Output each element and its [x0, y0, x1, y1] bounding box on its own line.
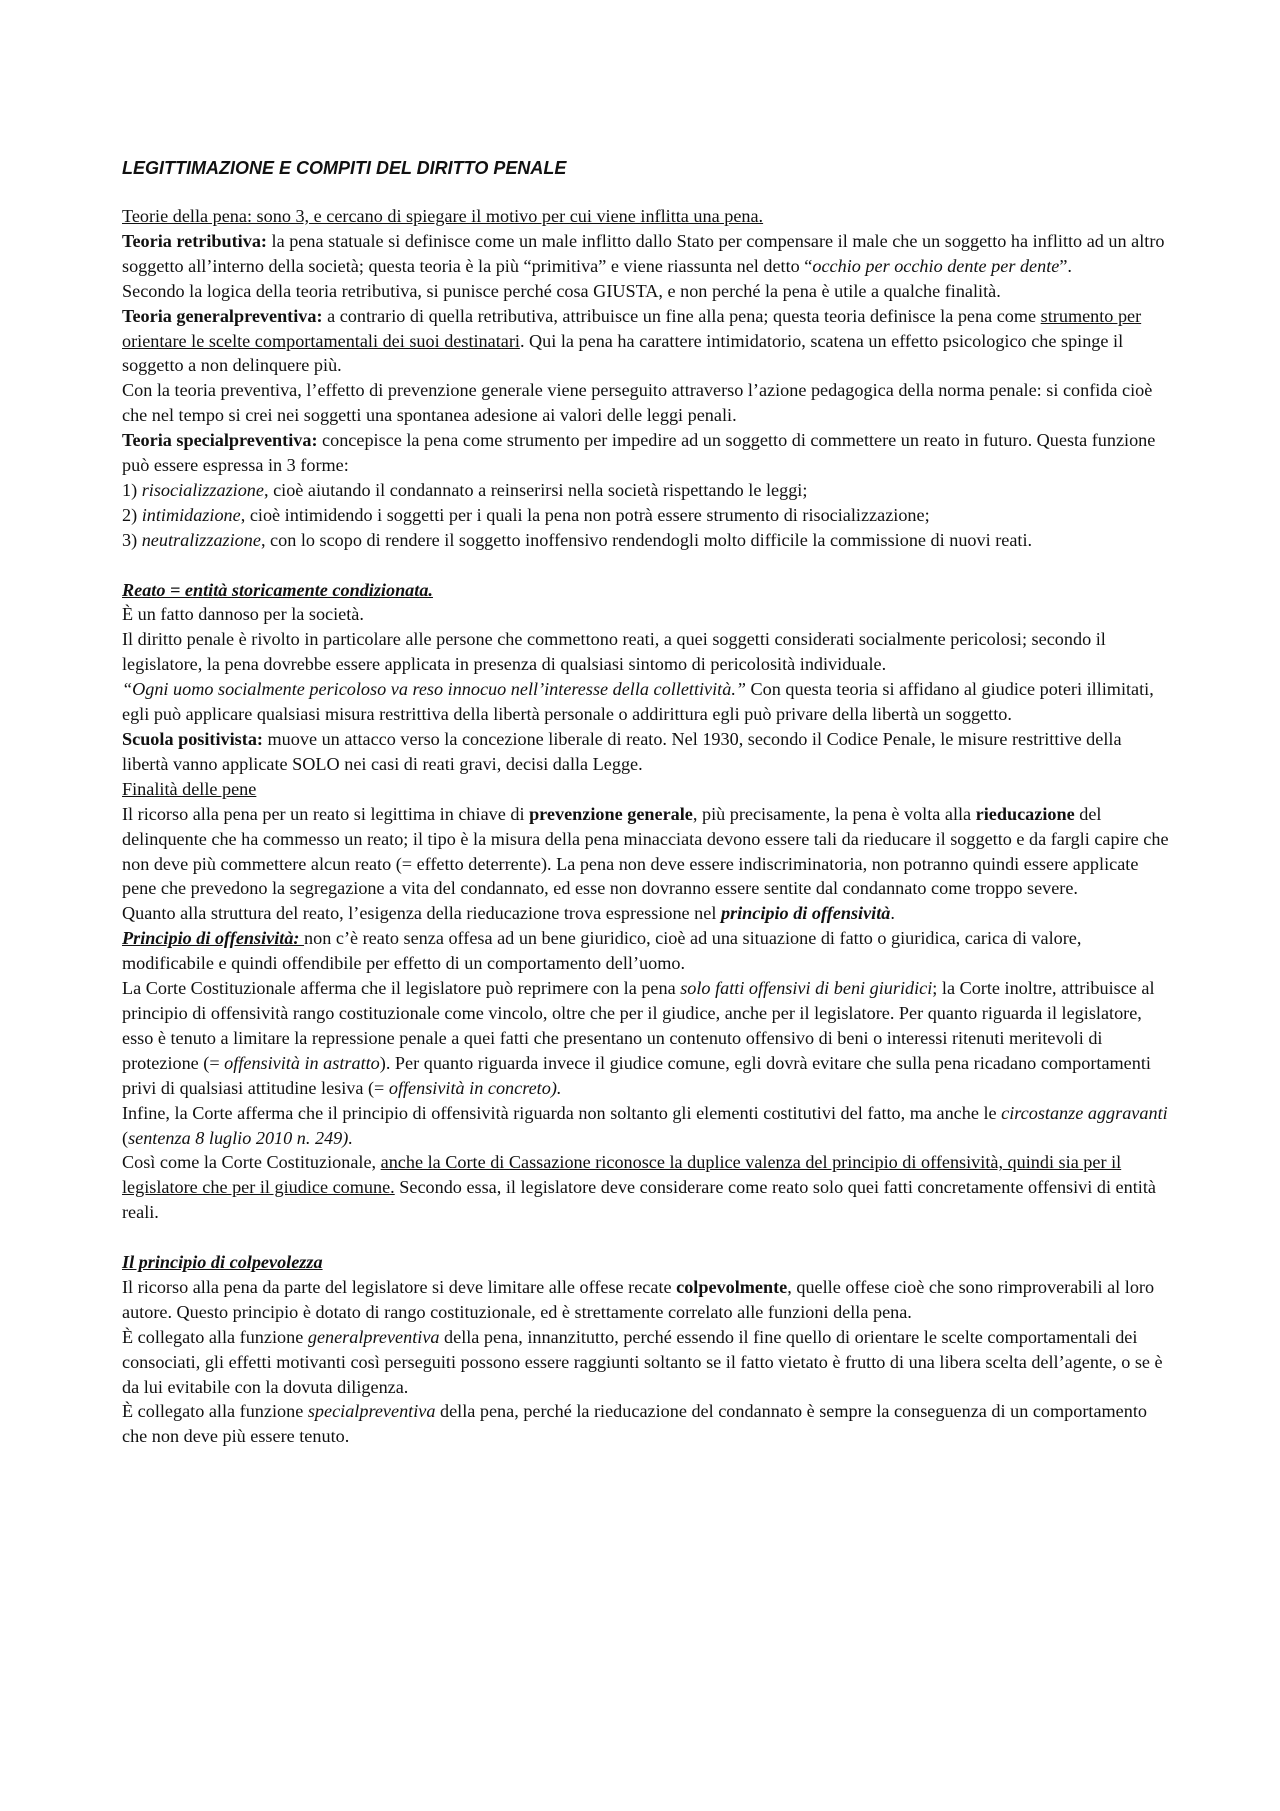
blank-line	[122, 553, 1172, 578]
finalita-paragraph	[122, 802, 1172, 902]
corte-italic-1: solo fatti offensivi di beni giuridici	[680, 978, 933, 999]
colpevolezza-p3-text-2: della pena, perché la rieducazione del condannato è sempre la conseguenza di un comportamento che non deve più essere tenuto.	[122, 1401, 1147, 1447]
struttura-bold-italic: principio di offensività	[720, 903, 891, 924]
corte-italic-2: offensività in astratto	[224, 1052, 380, 1073]
finalita-heading: Finalità delle pene	[122, 778, 257, 799]
finalita-text-3: del delinquente che ha commesso un reato; il tipo è la misura della pena minacciata devono essere tali da rieducare il soggetto e da fargli capire che non deve più commettere alcun reato (= effetto deterrente). La pena non deve essere indiscriminatoria, non potranno quindi essere applicate pene che prevedono la segregazione a vita del condannato, ed esse non dovranno essere sentite dal condannato come troppo severe.	[122, 803, 1169, 899]
forma-term: intimidazione	[141, 504, 241, 525]
scuola-positivista-label: Scuola positivista:	[122, 729, 263, 750]
forma-text: , cioè aiutando il condannato a reinserirsi nella società rispettando le leggi;	[263, 479, 808, 500]
teoria-retributiva-label: Teoria retributiva:	[122, 230, 267, 251]
colpevolezza-paragraph-1	[122, 1275, 1172, 1325]
reato-quote-after: Con questa teoria si affidano al giudice poteri illimitati, egli può applicare qualsiasi misura restrittiva della libertà personale o addirittura egli può privare della libertà un soggetto.	[122, 679, 1154, 725]
forma-term: risocializzazione	[141, 479, 264, 500]
colpevolezza-heading-line	[122, 1250, 1172, 1275]
colpevolezza-heading: Il principio di colpevolezza	[122, 1252, 323, 1273]
reato-heading-line	[122, 578, 1172, 603]
forma-text: , con lo scopo di rendere il soggetto inoffensivo rendendogli molto difficile la commissione di nuovi reati.	[260, 529, 1033, 550]
teoria-retributiva-logica: Secondo la logica della teoria retributiva, si punisce perché cosa GIUSTA, e non perché la pena è utile a qualche finalità.	[122, 280, 1001, 301]
teoria-specialpreventiva-label: Teoria specialpreventiva:	[122, 430, 318, 451]
colpevolezza-p1-bold: colpevolmente	[676, 1276, 788, 1297]
teoria-generalpreventiva-paragraph	[122, 304, 1172, 379]
document-title: LEGITTIMAZIONE E COMPITI DEL DIRITTO PENALE	[122, 158, 567, 178]
teoria-generalpreventiva-text-1: a contrario di quella retributiva, attribuisce un fine alla pena; questa teoria definisce la pena come	[322, 305, 1041, 326]
blank-line	[122, 1225, 1172, 1250]
colpevolezza-p3-italic: specialpreventiva	[307, 1401, 436, 1422]
forma-text: , cioè intimidendo i soggetti per i quali la pena non potrà essere strumento di risocializzazione;	[240, 504, 930, 525]
reato-quote-paragraph	[122, 677, 1172, 727]
teoria-generalpreventiva-label: Teoria generalpreventiva:	[122, 305, 323, 326]
teoria-generalpreventiva-text-2: . Qui la pena ha carattere intimidatorio, scatena un effetto psicologico che spinge il soggetto a non delinquere più.	[122, 330, 1124, 376]
teoria-specialpreventiva-text: concepisce la pena come strumento per impedire ad un soggetto di commettere un reato in futuro. Questa funzione può essere espressa in 3 forme:	[122, 430, 1156, 476]
document-page	[122, 156, 1172, 1449]
offensivita-text: non c’è reato senza offesa ad un bene giuridico, cioè ad una situazione di fatto o giuridica, carica di valore, modificabile e quindi offendibile per effetto di un comportamento dell’uomo.	[122, 928, 1082, 974]
corte-text-3: ). Per quanto riguarda invece il giudice comune, egli dovrà evitare che sulla pena ricadano comportamenti privi di qualsiasi attitudine lesiva (=	[122, 1052, 1151, 1098]
reato-paragraph-1: È un fatto dannoso per la società.	[122, 604, 364, 625]
reato-paragraph-2: Il diritto penale è rivolto in particolare alle persone che commettono reati, a quei soggetti considerati socialmente pericolosi; secondo il legislatore, la pena dovrebbe essere applicata in presenza di qualsiasi sintomo di pericolosità individuale.	[122, 629, 1106, 675]
struttura-paragraph	[122, 901, 1172, 926]
infine-text-1: Infine, la Corte afferma che il principio di offensività riguarda non soltanto gli elementi costitutivi del fatto, ma anche le	[122, 1102, 1002, 1123]
cassazione-paragraph	[122, 1150, 1172, 1225]
teorie-intro	[122, 204, 1172, 229]
forma-number: 1)	[122, 479, 142, 500]
infine-italic-2: sentenza 8 luglio 2010 n. 249).	[128, 1127, 353, 1148]
reato-quote: “Ogni uomo socialmente pericoloso va reso innocuo nell’interesse della collettività.”	[122, 679, 746, 700]
teoria-retributiva-paragraph	[122, 229, 1172, 279]
cassazione-text-2: Secondo essa, il legislatore deve considerare come reato solo quei fatti concretamente offensivi di entità reali.	[122, 1177, 1156, 1223]
offensivita-label: Principio di offensività:	[122, 928, 305, 949]
colpevolezza-p2-italic: generalpreventiva	[307, 1326, 440, 1347]
cassazione-underline: anche la Corte di Cassazione riconosce la duplice valenza del principio di offensività, quindi sia per il legislatore che per il giudice comune.	[122, 1152, 1122, 1198]
offensivita-paragraph	[122, 926, 1172, 976]
struttura-text: Quanto alla struttura del reato, l’esigenza della rieducazione trova espressione nel	[122, 903, 721, 924]
finalita-bold-1: prevenzione generale	[529, 803, 693, 824]
cassazione-text-1: Così come la Corte Costituzionale,	[122, 1152, 381, 1173]
forma-list-item	[122, 528, 1172, 553]
teoria-generalpreventiva-underline: strumento per orientare le scelte comportamentali dei suoi destinatari	[122, 305, 1142, 351]
teoria-preventiva-paragraph: Con la teoria preventiva, l’effetto di prevenzione generale viene perseguito attraverso l’azione pedagogica della norma penale: si confida cioè che nel tempo si crei nei soggetti una spontanea adesione ai valori delle leggi penali.	[122, 380, 1153, 426]
finalita-heading-line	[122, 777, 1172, 802]
corte-italic-3: offensività in concreto).	[388, 1077, 562, 1098]
colpevolezza-p1-text-2: , quelle offese cioè che sono rimproverabili al loro autore. Questo principio è dotato di rango costituzionale, ed è strettamente correlato alle funzioni della pena.	[122, 1276, 1155, 1322]
infine-italic-1: circostanze aggravanti	[1001, 1102, 1168, 1123]
teoria-specialpreventiva-paragraph	[122, 428, 1172, 478]
finalita-bold-2: rieducazione	[975, 803, 1075, 824]
colpevolezza-paragraph-2	[122, 1325, 1172, 1400]
colpevolezza-paragraph-3	[122, 1399, 1172, 1449]
colpevolezza-p2-text-1: È collegato alla funzione	[122, 1326, 308, 1347]
scuola-positivista-paragraph	[122, 727, 1172, 777]
forma-number: 3)	[122, 529, 142, 550]
colpevolezza-p2-text-2: della pena, innanzitutto, perché essendo il fine quello di orientare le scelte comportamentali dei consociati, gli effetti motivanti così perseguiti possono essere raggiunti soltanto se il fatto vietato è frutto di una libera scelta dell’agente, o se è da lui evitabile con la dovuta diligenza.	[122, 1326, 1163, 1397]
struttura-end: .	[890, 903, 895, 924]
teoria-retributiva-end: ”.	[1059, 255, 1072, 276]
corte-text-1: La Corte Costituzionale afferma che il legislatore può reprimere con la pena	[122, 978, 681, 999]
forma-term: neutralizzazione	[141, 529, 261, 550]
forma-list-item	[122, 478, 1172, 503]
forma-number: 2)	[122, 504, 142, 525]
teoria-retributiva-text: la pena statuale si definisce come un male inflitto dallo Stato per compensare il male che un soggetto ha inflitto ad un altro soggetto all’interno della società; questa teoria è la più “primitiva” e viene riassunta nel detto “	[122, 230, 1165, 276]
infine-paragraph	[122, 1101, 1172, 1151]
finalita-text-2: , più precisamente, la pena è volta alla	[692, 803, 976, 824]
finalita-text-1: Il ricorso alla pena per un reato si legittima in chiave di	[122, 803, 530, 824]
corte-text-2: ; la Corte inoltre, attribuisce al principio di offensività rango costituzionale come vincolo, oltre che per il giudice, anche per il legislatore. Per quanto riguarda il legislatore, esso è tenuto a limitare la repressione penale a quei fatti che presentano un contenuto offensivo di beni o interessi ritenuti meritevoli di protezione (=	[122, 978, 1155, 1073]
teorie-intro-text: Teorie della pena: sono 3, e cercano di spiegare il motivo per cui viene inflitta una pena.	[122, 206, 764, 226]
reato-heading: Reato = entità storicamente condizionata.	[122, 579, 433, 600]
scuola-positivista-text: muove un attacco verso la concezione liberale di reato. Nel 1930, secondo il Codice Penale, le misure restrittive della libertà vanno applicate SOLO nei casi di reati gravi, decisi dalla Legge.	[122, 729, 1122, 774]
infine-text-2: (	[122, 1127, 129, 1148]
forma-list-item	[122, 503, 1172, 528]
colpevolezza-p1-text-1: Il ricorso alla pena da parte del legislatore si deve limitare alle offese recate	[122, 1276, 677, 1297]
corte-costituzionale-paragraph	[122, 976, 1172, 1101]
teoria-retributiva-quote: occhio per occhio dente per dente	[812, 255, 1060, 276]
colpevolezza-p3-text-1: È collegato alla funzione	[122, 1401, 308, 1422]
